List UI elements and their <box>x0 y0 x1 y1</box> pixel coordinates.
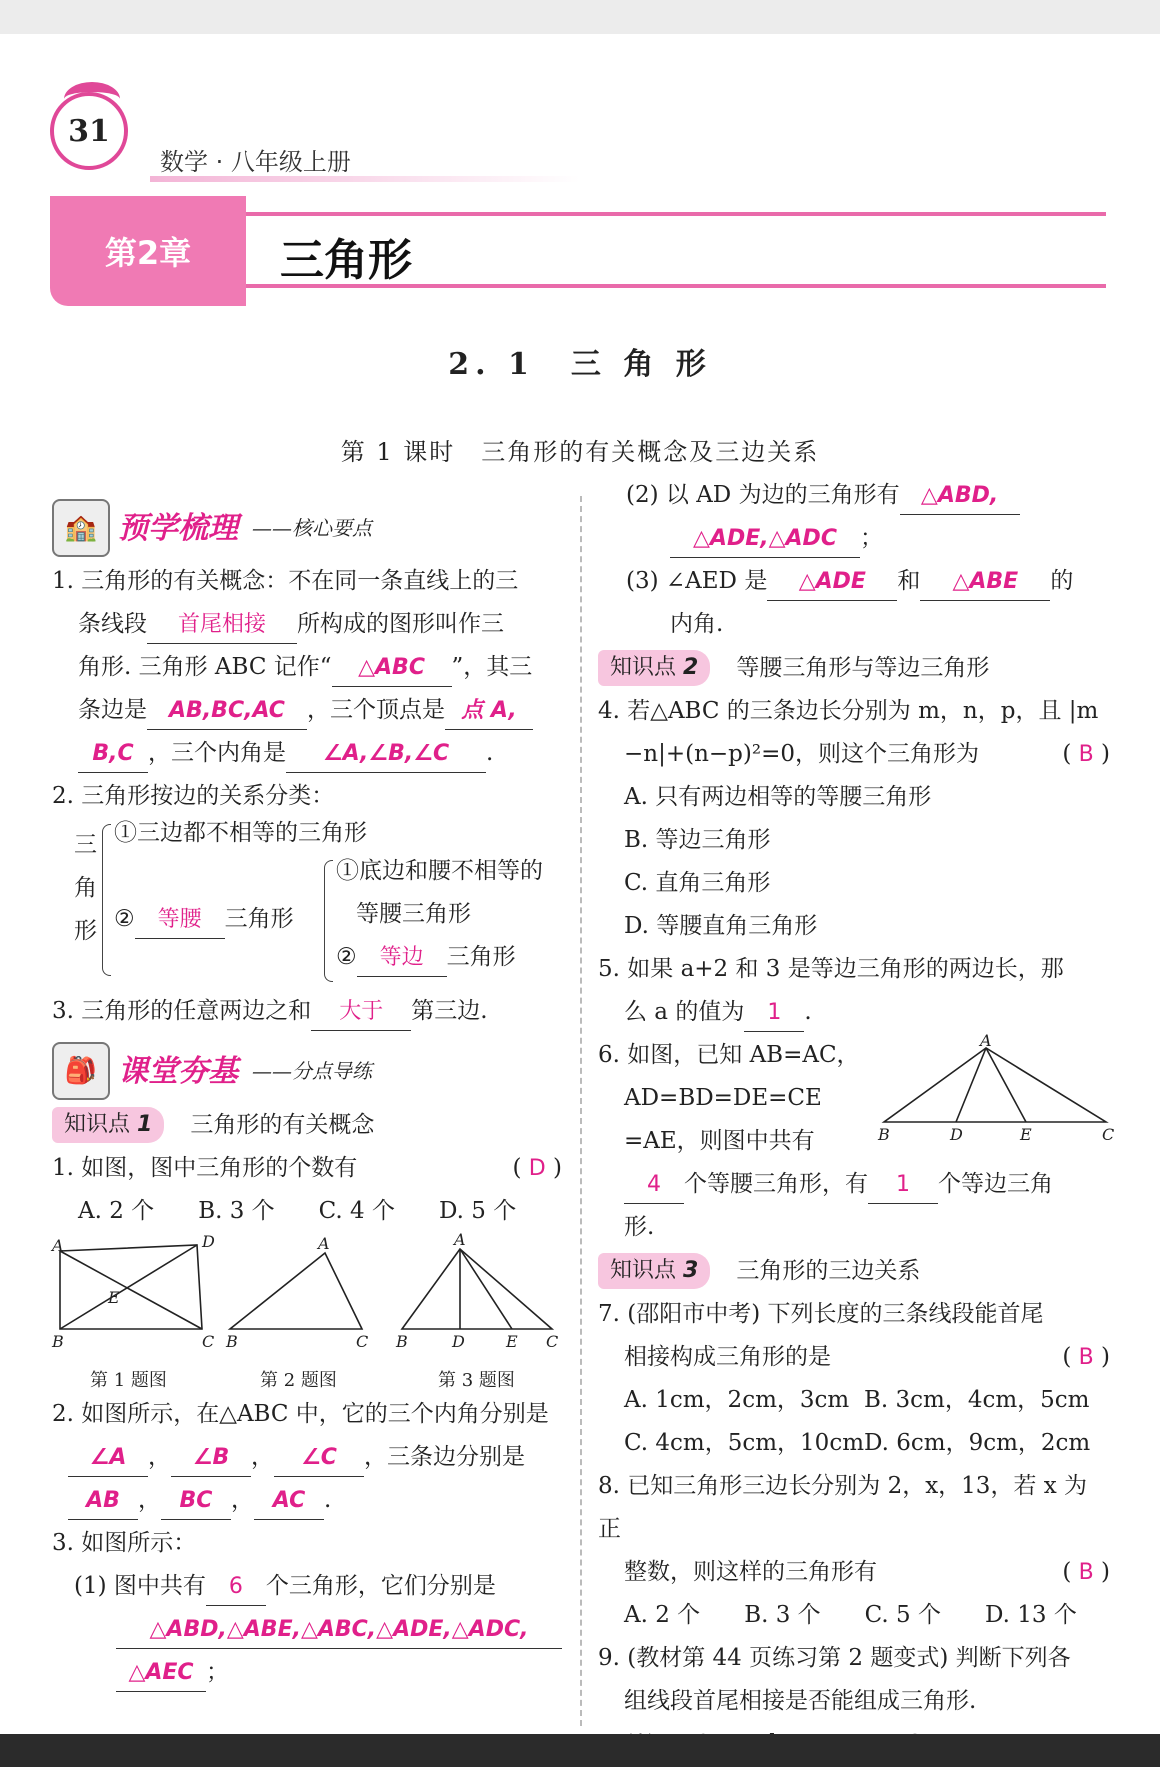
fig3-caption: 第 3 题图 <box>438 1370 515 1391</box>
review-q3: 3. 三角形的任意两边之和 大于 第三边. <box>52 990 562 1033</box>
left-column <box>52 496 562 1694</box>
svg-text:C: C <box>1102 1125 1115 1144</box>
answer: B,C <box>92 741 134 766</box>
fig3-label: C <box>546 1332 559 1351</box>
page-number-badge <box>50 92 128 170</box>
banner-title: 课堂夯基 <box>118 1053 238 1089</box>
fig2-label: A <box>318 1234 330 1253</box>
fig3-label: E <box>506 1332 518 1351</box>
right-column: (2) 以 AD 为边的三角形有 △ABD, △ADE,△ADC ； (3) ∠AED 是 △ADE 和 △ABE 的 内角. 知识点 2 等腰三角形与等边三角形 4. 若△ABC 的三条边长分别为 m，n，p，且 |m −n|+(n−p)²=0，则这个三角形为 ( B ) A. 只有两边相等的等腰三角形 B. 等边三角形 C. 直角三角形 D. 等腰直角三角形 5. 如果 a+2 和 3 是等边三角形的两边长，那 么 a 的值为 1 . 6. 如图，已知 AB=AC， AD=BD=DE=CE =AE，则图中共有 4 个等腰三角形，有 1 个等边三角 形. A B D E C 知识点 3 三角形的三边关系 7. (邵阳市中考) 下列长度的三条线段能首尾 相接构成三角形的是 ( B ) A. 1cm，2cm，3cm B. 3cm，4cm，5cm C. 4cm，5cm，10cm D. 6cm，9cm，2cm 8. 已知三角形三边长分别为 2，x，13，若 x 为正 整数，则这样的三角形有 ( B ) A. 2 个 B. 3 个 C. 5 个 D. 13 个 9. (教材第 44 页练习第 2 题变式) 判断下列各 组线段首尾相接是否能组成三角形. <box>598 474 1110 1766</box>
fig1-label: E <box>108 1288 120 1307</box>
knowledge-point-3: 知识点 3 三角形的三边关系 <box>598 1249 1110 1293</box>
subject-header: 数学 · 八年级上册 <box>160 148 351 176</box>
school-icon: 🏫 <box>52 499 110 557</box>
knowledge-point-1: 知识点 1 三角形的有关概念 <box>52 1103 562 1147</box>
page-number: 31 <box>68 113 110 149</box>
fig3-label: A <box>454 1230 466 1249</box>
fig1-caption: 第 1 题图 <box>90 1370 167 1391</box>
exercise-5: 5. 如果 a+2 和 3 是等边三角形的两边长，那 么 a 的值为 1 . <box>598 948 1110 1034</box>
exercise-4: 4. 若△ABC 的三条边长分别为 m，n，p，且 |m −n|+(n−p)²=0，则这个三角形为 ( B ) A. 只有两边相等的等腰三角形 B. 等边三角形 C. 直角三角形 D. 等腰直角三角形 <box>598 698 1110 939</box>
figures-row <box>52 1230 562 1393</box>
knowledge-point-2: 知识点 2 等腰三角形与等边三角形 <box>598 646 1110 690</box>
banner-subtitle: ——核心要点 <box>252 515 372 540</box>
answer: AB,BC,AC <box>169 698 285 723</box>
svg-text:B: B <box>878 1125 890 1144</box>
preview-banner <box>52 496 562 560</box>
top-margin <box>0 0 1160 34</box>
chapter-tab: 第2章 <box>50 196 246 306</box>
bottom-bar <box>0 1734 1160 1767</box>
exercise-2: 2. 如图所示，在△ABC 中，它的三个内角分别是 ∠A ， ∠B ， ∠C ，三条边分别是 AB ， BC ， AC . <box>52 1393 562 1522</box>
answer: △ABC <box>358 655 425 680</box>
header-underline <box>150 176 580 182</box>
answer: 等边 <box>379 945 424 970</box>
exercise-1: 1. 如图，图中三角形的个数有 ( D ) <box>52 1155 562 1181</box>
answer: 大于 <box>339 999 384 1024</box>
answer: 首尾相接 <box>177 612 266 637</box>
fig3-label: D <box>452 1332 465 1351</box>
exercise-8: 8. 已知三角形三边长分别为 2，x，13，若 x 为正 整数，则这样的三角形有 ( B ) A. 2 个 B. 3 个 C. 5 个 D. 13 个 <box>598 1473 1110 1628</box>
answer: ∠A,∠B,∠C <box>322 741 450 766</box>
fig1-label: A <box>52 1236 64 1255</box>
banner-subtitle: ——分点导练 <box>252 1058 372 1083</box>
textbook-page <box>0 34 1160 1734</box>
figures-svg <box>52 1230 562 1367</box>
exercise-3: 3. 如图所示： (1) 图中共有 6 个三角形，它们分别是 △ABD,△ABE,△ABC,△ADE,△ADC, △AEC ； <box>52 1522 562 1694</box>
lesson-title: 第 1 课时 三角形的有关概念及三边关系 <box>340 438 820 466</box>
column-divider <box>580 496 582 1726</box>
fig2-label: C <box>356 1332 369 1351</box>
fig2-label: B <box>226 1332 238 1351</box>
svg-text:D: D <box>950 1125 963 1144</box>
answer: 点 A, <box>461 698 517 723</box>
fig1-label: D <box>202 1232 215 1251</box>
classification-tree: 三 角 形 ①三边都不相等的三角形 ② 等腰 三角形 ①底边和腰不相等的 等腰三角形 ② 等边 三角形 <box>52 818 562 990</box>
fig1-label: C <box>202 1332 215 1351</box>
practice-banner <box>52 1039 562 1103</box>
exercise-9: 9. (教材第 44 页练习第 2 题变式) 判断下列各 组线段首尾相接是否能组成三角形. <box>598 1645 1071 1714</box>
section-title: 2. 1 三 角 形 <box>448 347 712 382</box>
fig1-label: B <box>52 1332 64 1351</box>
exercise-1-options: A. 2 个 B. 3 个 C. 4 个 D. 5 个 <box>78 1198 517 1224</box>
review-q2: 2. 三角形按边的关系分类： <box>52 783 335 809</box>
review-q1: 1. 三角形的有关概念：不在同一条直线上的三 条线段 首尾相接 所构成的图形叫作三 角形. 三角形 ABC 记作“ △ABC ”，其三 条边是 AB,BC,AC ，三个顶点是 点 A, B,C ，三个内角是 ∠A,∠B,∠C . <box>52 560 562 775</box>
answer: 等腰 <box>157 907 202 932</box>
svg-text:E: E <box>1020 1125 1032 1144</box>
chapter-rule-top <box>246 212 1106 216</box>
fig3-label: B <box>396 1332 408 1351</box>
fig2-caption: 第 2 题图 <box>260 1370 337 1391</box>
figure-6 <box>876 1031 1116 1144</box>
exercise-6: 6. 如图，已知 AB=AC， AD=BD=DE=CE =AE，则图中共有 4 个等腰三角形，有 1 个等边三角 形. A B D E C <box>598 1031 1115 1240</box>
svg-text:A: A <box>980 1031 992 1050</box>
banner-title: 预学梳理 <box>118 510 238 546</box>
exercise-7: 7. (邵阳市中考) 下列长度的三条线段能首尾 相接构成三角形的是 ( B ) A. 1cm，2cm，3cm B. 3cm，4cm，5cm C. 4cm，5cm，10cm D. 6cm，9cm，2cm <box>598 1301 1110 1456</box>
chapter-title: 三角形 <box>280 235 412 286</box>
answer: D <box>528 1156 546 1181</box>
backpack-icon: 🎒 <box>52 1042 110 1100</box>
